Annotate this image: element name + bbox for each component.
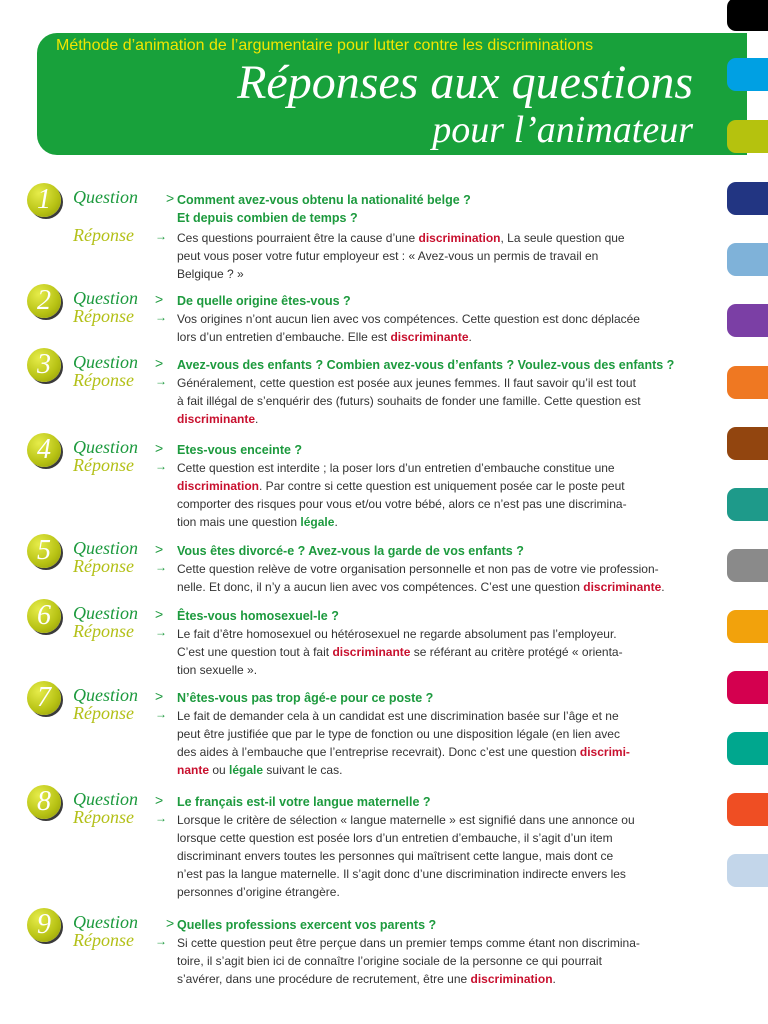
answer-line <box>177 459 697 477</box>
answer-text <box>177 374 697 428</box>
answer-highlight: discrimination <box>470 972 553 986</box>
answer-fragment: C’est une question tout à fait <box>177 645 333 659</box>
question-label: Question <box>73 912 138 932</box>
answer-highlight: discriminante <box>332 645 411 659</box>
answer-fragment: Ces questions pourraient être la cause d’une <box>177 231 419 245</box>
question-text <box>177 542 707 560</box>
answer-label: Réponse <box>73 807 134 827</box>
question-label: Question <box>73 352 138 372</box>
color-tab-9[interactable] <box>727 488 768 521</box>
number-badge-label: 8 <box>37 786 51 817</box>
color-tab-8[interactable] <box>727 427 768 460</box>
answer-line <box>177 743 697 761</box>
answer-fragment: tion mais une question <box>177 515 301 529</box>
answer-arrow-icon: → <box>155 459 167 473</box>
color-tab-2[interactable] <box>727 58 768 91</box>
number-badge <box>27 908 61 942</box>
answer-fragment: s’avérer, dans une procédure de recrutement, être une <box>177 972 471 986</box>
color-tab-10[interactable] <box>727 549 768 582</box>
answer-arrow-icon: → <box>155 310 167 324</box>
answer-text <box>177 934 697 988</box>
color-tab-14[interactable] <box>727 793 768 826</box>
number-badge <box>27 284 61 318</box>
question-label: Question <box>73 538 138 558</box>
question-line: Et depuis combien de temps ? <box>177 211 358 225</box>
color-tab-7[interactable] <box>727 366 768 399</box>
answer-text <box>177 310 697 346</box>
answer-label: Réponse <box>73 455 134 475</box>
answer-fragment: . <box>552 972 556 986</box>
answer-line <box>177 410 697 428</box>
answer-line <box>177 513 697 531</box>
answer-fragment: . <box>334 515 338 529</box>
answer-line <box>177 310 697 328</box>
answer-fragment: Cette question est interdite ; la poser lors d’un entretien d’embauche constitue une <box>177 461 615 475</box>
answer-fragment: lorsque cette question est posée lors d’un entretien d’embauche, il s’agit d’un item <box>177 831 613 845</box>
question-text <box>177 356 707 374</box>
answer-highlight: discrimi- <box>579 745 630 759</box>
header-subtitle: Méthode d’animation de l’argumentaire pour lutter contre les discriminations <box>56 37 594 54</box>
answer-text <box>177 707 697 779</box>
answer-line <box>177 661 697 679</box>
question-text <box>177 689 707 707</box>
answer-arrow-icon: → <box>155 625 167 639</box>
question-line: Vous êtes divorcé-e ? Avez-vous la garde de vos enfants ? <box>177 544 524 558</box>
answer-text <box>177 229 697 283</box>
answer-line <box>177 392 697 410</box>
answer-fragment: se référant au critère protégé « orienta- <box>410 645 623 659</box>
answer-line <box>177 934 697 952</box>
number-badge-label: 4 <box>37 434 51 465</box>
number-badge <box>27 348 61 382</box>
question-text <box>177 441 707 459</box>
answer-arrow-icon: → <box>155 560 167 574</box>
answer-label: Réponse <box>73 621 134 641</box>
answer-fragment: Belgique ? » <box>177 267 244 281</box>
answer-line <box>177 328 697 346</box>
answer-line <box>177 578 697 596</box>
answer-line <box>177 811 697 829</box>
answer-line <box>177 865 697 883</box>
number-badge-label: 1 <box>37 184 51 215</box>
answer-fragment: . <box>255 412 259 426</box>
question-marker: > <box>166 915 175 931</box>
color-tab-3[interactable] <box>727 120 768 153</box>
answer-label: Réponse <box>73 306 134 326</box>
color-tab-1[interactable] <box>727 0 768 31</box>
question-line: Le français est-il votre langue maternelle ? <box>177 795 431 809</box>
number-badge <box>27 785 61 819</box>
question-text <box>177 607 707 625</box>
answer-line <box>177 265 697 283</box>
answer-highlight: nante <box>177 763 210 777</box>
answer-label: Réponse <box>73 556 134 576</box>
color-tab-6[interactable] <box>727 304 768 337</box>
question-label: Question <box>73 288 138 308</box>
number-badge <box>27 183 61 217</box>
answer-fragment: , La seule question que <box>500 231 625 245</box>
color-tabs <box>727 0 768 1024</box>
answer-line <box>177 495 697 513</box>
number-badge-label: 9 <box>37 909 51 940</box>
color-tab-11[interactable] <box>727 610 768 643</box>
question-line: Êtes-vous homosexuel-le ? <box>177 609 339 623</box>
number-badge <box>27 681 61 715</box>
answer-highlight: discriminante <box>177 412 256 426</box>
answer-line <box>177 761 697 779</box>
question-line: Quelles professions exercent vos parents ? <box>177 918 437 932</box>
answer-arrow-icon: → <box>155 707 167 721</box>
question-label: Question <box>73 187 138 207</box>
number-badge-label: 7 <box>37 682 51 713</box>
question-marker: > <box>155 792 164 808</box>
answer-fragment: . Par contre si cette question est uniquement posée car le poste peut <box>259 479 625 493</box>
question-marker: > <box>155 541 164 557</box>
answer-line <box>177 477 697 495</box>
answer-line <box>177 643 697 661</box>
answer-fragment: Cette question relève de votre organisation personnelle et non pas de votre vie profession- <box>177 562 659 576</box>
question-marker: > <box>155 355 164 371</box>
question-text <box>177 191 707 227</box>
answer-fragment: tion sexuelle ». <box>177 663 258 677</box>
question-marker: > <box>166 190 175 206</box>
answer-arrow-icon: → <box>155 374 167 388</box>
answer-fragment: des aides à l’embauche que l’entreprise recevrait). Donc c’est une question <box>177 745 580 759</box>
answer-fragment: peut être justifiée que par le type de fonction ou une disposition légale (en lien avec <box>177 727 620 741</box>
answer-label: Réponse <box>73 370 134 390</box>
number-badge <box>27 599 61 633</box>
answer-fragment: lors d’un entretien d’embauche. Elle est <box>177 330 391 344</box>
answer-arrow-icon: → <box>155 811 167 825</box>
answer-fragment: toire, il s’agit bien ici de connaître l’origine sociale de la personne ce qui pourrait <box>177 954 602 968</box>
answer-highlight: discrimination <box>177 479 260 493</box>
question-line: De quelle origine êtes-vous ? <box>177 294 351 308</box>
answer-line <box>177 707 697 725</box>
answer-fragment: peut vous poser votre futur employeur est : « Avez-vous un permis de travail en <box>177 249 599 263</box>
page-title-line2: pour l’animateur <box>432 109 693 151</box>
answer-text <box>177 560 697 596</box>
answer-highlight: légale <box>300 515 335 529</box>
answer-line <box>177 829 697 847</box>
answer-fragment: . <box>468 330 472 344</box>
answer-highlight: légale <box>229 763 264 777</box>
question-line: N’êtes-vous pas trop âgé-e pour ce poste ? <box>177 691 434 705</box>
answer-label: Réponse <box>73 930 134 950</box>
number-badge-label: 5 <box>37 535 51 566</box>
question-line: Avez-vous des enfants ? Combien avez-vous d’enfants ? Voulez-vous des enfants ? <box>177 358 675 372</box>
page-title: Réponses aux questions <box>237 56 693 109</box>
answer-fragment: suivant le cas. <box>263 763 343 777</box>
answer-arrow-icon: → <box>155 934 167 948</box>
number-badge-label: 3 <box>37 349 51 380</box>
answer-text <box>177 625 697 679</box>
question-marker: > <box>155 688 164 704</box>
answer-line <box>177 625 697 643</box>
question-marker: > <box>155 291 164 307</box>
answer-label: Réponse <box>73 703 134 723</box>
answer-fragment: discriminant envers toutes les personnes qui maîtrisent cette langue, mais dont ce <box>177 849 614 863</box>
color-tab-13[interactable] <box>727 732 768 765</box>
question-text <box>177 292 707 310</box>
question-label: Question <box>73 685 138 705</box>
answer-fragment: Généralement, cette question est posée aux jeunes femmes. Il faut savoir qu’il est tout <box>177 376 636 390</box>
header-banner <box>37 33 747 155</box>
answer-fragment: comporter des risques pour vous et/ou votre bébé, alors ce n’est pas une discrimina- <box>177 497 627 511</box>
answer-fragment: à fait illégal de s’enquérir des (futurs) souhaits de fonder une famille. Cette question est <box>177 394 641 408</box>
answer-line <box>177 883 697 901</box>
answer-highlight: discriminante <box>390 330 469 344</box>
question-label: Question <box>73 603 138 623</box>
answer-highlight: discriminante <box>583 580 662 594</box>
question-line: Comment avez-vous obtenu la nationalité belge ? <box>177 193 471 207</box>
number-badge <box>27 534 61 568</box>
number-badge-label: 2 <box>37 285 51 316</box>
color-tab-15[interactable] <box>727 854 768 887</box>
answer-line <box>177 229 697 247</box>
answer-fragment: Le fait d’être homosexuel ou hétérosexuel ne regarde absolument pas l’employeur. <box>177 627 617 641</box>
question-text <box>177 916 707 934</box>
answer-line <box>177 847 697 865</box>
question-line: Etes-vous enceinte ? <box>177 443 303 457</box>
color-tab-4[interactable] <box>727 182 768 215</box>
answer-fragment: ou <box>209 763 230 777</box>
answer-fragment: n’est pas la langue maternelle. Il s’agit donc d’une discrimination indirecte envers les <box>177 867 626 881</box>
answer-line <box>177 725 697 743</box>
answer-text <box>177 459 697 531</box>
answer-line <box>177 247 697 265</box>
answer-highlight: discrimination <box>418 231 501 245</box>
answer-line <box>177 374 697 392</box>
answer-fragment: Si cette question peut être perçue dans un premier temps comme étant non discrimina- <box>177 936 640 950</box>
question-marker: > <box>155 440 164 456</box>
answer-fragment: Le fait de demander cela à un candidat est une discrimination basée sur l’âge et ne <box>177 709 619 723</box>
color-tab-12[interactable] <box>727 671 768 704</box>
answer-arrow-icon: → <box>155 229 167 243</box>
answer-fragment: . <box>661 580 665 594</box>
answer-fragment: Vos origines n’ont aucun lien avec vos compétences. Cette question est donc déplacée <box>177 312 640 326</box>
number-badge <box>27 433 61 467</box>
question-text <box>177 793 707 811</box>
answer-fragment: Lorsque le critère de sélection « langue maternelle » est signifié dans une annonce ou <box>177 813 635 827</box>
number-badge-label: 6 <box>37 600 51 631</box>
answer-label: Réponse <box>73 225 134 245</box>
question-label: Question <box>73 437 138 457</box>
answer-line <box>177 952 697 970</box>
answer-line <box>177 560 697 578</box>
question-marker: > <box>155 606 164 622</box>
answer-fragment: personnes d’origine étrangère. <box>177 885 340 899</box>
color-tab-5[interactable] <box>727 243 768 276</box>
answer-line <box>177 970 697 988</box>
question-label: Question <box>73 789 138 809</box>
answer-fragment: nelle. Et donc, il n’y a aucun lien avec vos compétences. C’est une question <box>177 580 584 594</box>
answer-text <box>177 811 697 901</box>
